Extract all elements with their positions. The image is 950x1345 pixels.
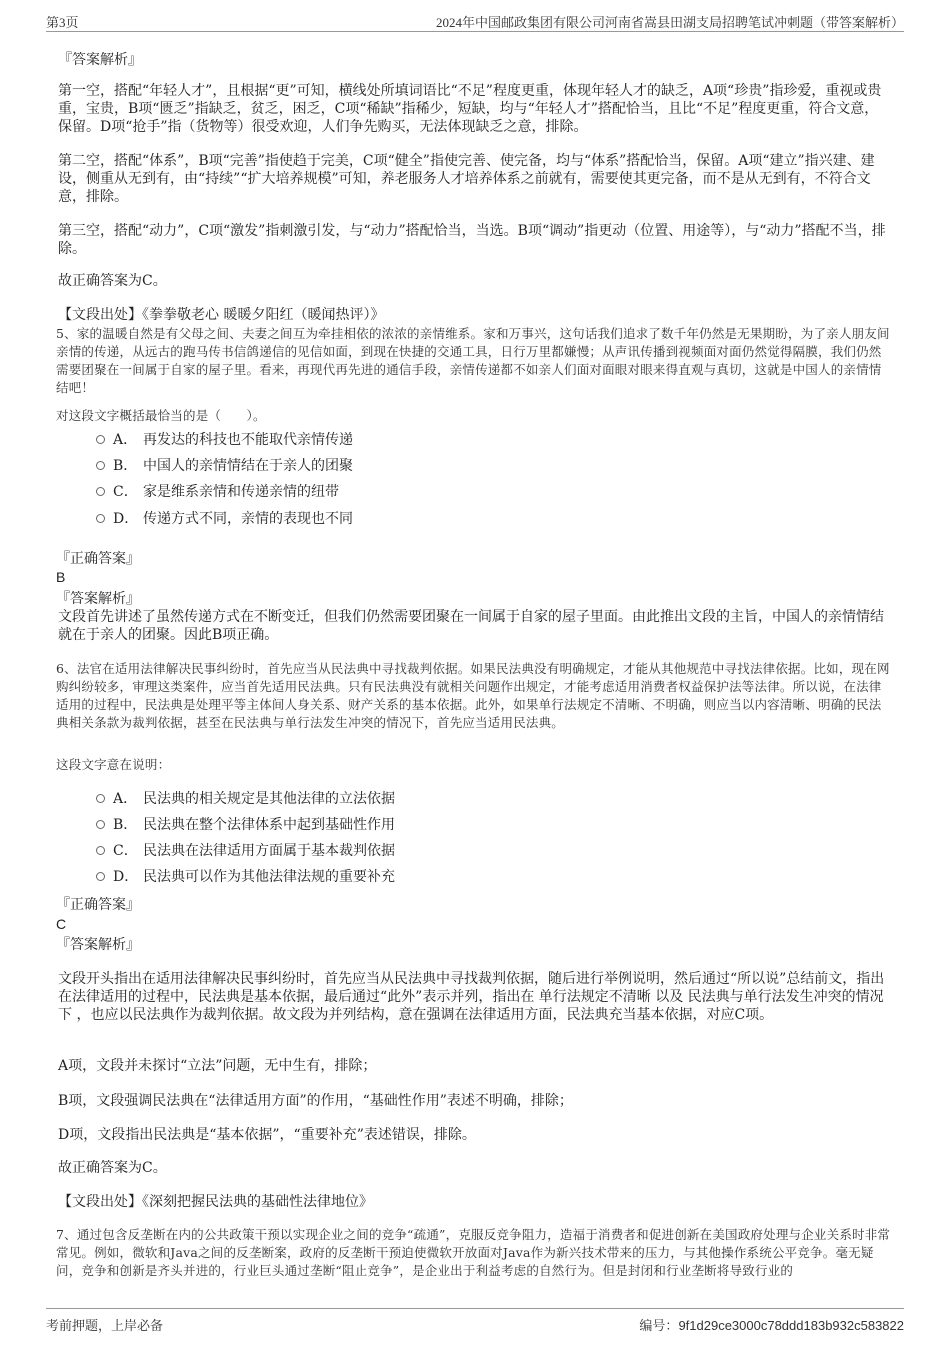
document-code: 编号：9f1d29ce3000c78ddd183b932c583822 — [639, 1318, 904, 1333]
q5-option-c[interactable]: C． 家是维系亲情和传递亲情的纽带 — [96, 483, 339, 501]
radio-icon[interactable] — [96, 514, 105, 523]
q6-conclusion: 故正确答案为C。 — [58, 1160, 167, 1176]
radio-icon[interactable] — [96, 461, 105, 470]
radio-icon[interactable] — [96, 487, 105, 496]
q6-answer: C — [56, 916, 67, 932]
q4-conclusion: 故正确答案为C。 — [58, 273, 167, 289]
q5-question: 对这段文字概括最恰当的是（ ）。 — [56, 408, 266, 423]
q5-analysis: 文段首先讲述了虽然传递方式在不断变迁，但我们仍然需要团聚在一间属于自家的屋子里面。由此推出文段的主旨，中国人的亲情情结就在于亲人的团聚。因此B项正确。 — [58, 609, 884, 643]
q6-note-b: B项，文段强调民法典在“法律适用方面”的作用，“基础性作用”表述不明确，排除； — [58, 1093, 573, 1109]
q5-option-d[interactable]: D． 传递方式不同，亲情的表现也不同 — [96, 510, 353, 528]
page-number: 第3页 — [46, 15, 79, 30]
q5-answer-heading: 『正确答案』 — [56, 551, 140, 567]
footer-slogan: 考前押题，上岸必备 — [46, 1318, 164, 1333]
q7-stem: 7、通过包含反垄断在内的公共政策干预以实现企业之间的竞争“疏通”，克服反竞争阻力，造福于消费者和促进创新在美国政府处理与企业关系时非常常见。例如，微软和Java之间的反垄断案，政府的反垄断干预迫使微软开放面对Java作为新兴技术带来的压力，与其他操作系统公平竞争。毫无疑问，竞争和创新是齐头并进的，行业巨头通过垄断“阻止竞争”，是企业出于利益考虑的自然行为。但是封闭和行业垄断将导致行业的 — [56, 1227, 891, 1278]
radio-icon[interactable] — [96, 794, 105, 803]
q6-question: 这段文字意在说明： — [56, 757, 171, 772]
q6-option-a[interactable]: A． 民法典的相关规定是其他法律的立法依据 — [96, 790, 395, 808]
radio-icon[interactable] — [96, 820, 105, 829]
q5-option-b[interactable]: B． 中国人的亲情情结在于亲人的团聚 — [96, 457, 353, 475]
q4-source: 【文段出处】《拳拳敬老心 暖暖夕阳红（暖闻热评）》 — [58, 307, 385, 323]
q6-source: 【文段出处】《深刻把握民法典的基础性法律地位》 — [58, 1194, 373, 1210]
q4-analysis-heading: 『答案解析』 — [58, 52, 142, 68]
q6-analysis: 文段开头指出在适用法律解决民事纠纷时，首先应当从民法典中寻找裁判依据，随后进行举例说明，然后通过“所以说”总结前文，指出在法律适用的过程中，民法典是基本依据，最后通过“此外”表示并列，指出在 单行法规定不清晰 以及 民法典与单行法发生冲突的情况下 ，也应以民法典作为裁判依据。故文段为并列结构，意在强调在法律适用方面，民法典充当基本依据，对应C项。 — [58, 971, 885, 1023]
q6-note-a: A项，文段并未探讨“立法”问题，无中生有，排除； — [58, 1058, 377, 1074]
document-title: 2024年中国邮政集团有限公司河南省嵩县田湖支局招聘笔试冲刺题（带答案解析） — [435, 15, 904, 30]
page-footer — [46, 1308, 904, 1334]
q4-analysis-para-3: 第三空，搭配“动力”，C项“激发”指刺激引发，与“动力”搭配恰当，当选。B项“调动”指更动（位置、用途等），与“动力”搭配不当，排除。 — [58, 223, 886, 257]
q4-analysis-para-2: 第二空，搭配“体系”，B项“完善”指使趋于完美，C项“健全”指使完善、使完备，均与“体系”搭配恰当，保留。A项“建立”指兴建、建设，侧重从无到有，由“持续”“扩大培养规模”可知，养老服务人才培养体系之前就有，需要使其更完备，而不是从无到有，不符合文意，排除。 — [58, 153, 875, 205]
q4-analysis-para-1: 第一空，搭配“年轻人才”，且根据“更”可知，横线处所填词语比“不足”程度更重，体现年轻人才的缺乏，A项“珍贵”指珍爱，重视或贵重，宝贵，B项“匮乏”指缺乏，贫乏，困乏，C项“稀缺”指稀少，短缺，均与“年轻人才”搭配恰当，且比“不足”程度更重，符合文意，保留。D项“抢手”指（货物等）很受欢迎，人们争先购买，无法体现缺乏之意，排除。 — [58, 83, 882, 135]
q5-option-a[interactable]: A． 再发达的科技也不能取代亲情传递 — [96, 431, 353, 449]
radio-icon[interactable] — [96, 872, 105, 881]
q6-answer-heading: 『正确答案』 — [56, 897, 140, 913]
radio-icon[interactable] — [96, 846, 105, 855]
radio-icon[interactable] — [96, 435, 105, 444]
q5-stem: 5、家的温暖自然是有父母之间、夫妻之间互为牵挂相依的浓浓的亲情维系。家和万事兴，这句话我们追求了数千年仍然是无果期盼，为了亲人朋友间亲情的传递，从远古的跑马传书信鸽递信的见信如面，到现在快捷的交通工具，日行万里都嫌慢；从声讯传播到视频面对面仍然觉得隔膜，我们仍然需要团聚在一间属于自家的屋子里。看来，再现代再先进的通信手段，亲情传递都不如亲人们面对面眼对眼来得直观与真切，这就是中国人的亲情情结吧！ — [56, 326, 890, 395]
q6-analysis-heading: 『答案解析』 — [56, 937, 140, 953]
q6-option-d[interactable]: D． 民法典可以作为其他法律法规的重要补充 — [96, 868, 395, 886]
q6-option-c[interactable]: C． 民法典在法律适用方面属于基本裁判依据 — [96, 842, 395, 860]
q5-answer: B — [56, 569, 66, 585]
q5-analysis-heading: 『答案解析』 — [56, 591, 140, 607]
page-header — [46, 10, 904, 32]
q6-stem: 6、法官在适用法律解决民事纠纷时，首先应当从民法典中寻找裁判依据。如果民法典没有明确规定，才能从其他规范中寻找法律依据。比如，现在网购纠纷较多，审理这类案件，应当首先适用民法典。只有民法典没有就相关问题作出规定，才能考虑适用消费者权益保护法等法律。所以说，在法律适用的过程中，民法典是处理平等主体间人身关系、财产关系的基本依据。此外，如果单行法规定不清晰、不明确，则应当以内容清晰、明确的民法典相关条款为裁判依据，甚至在民法典与单行法发生冲突的情况下，首先应当适用民法典。 — [56, 661, 890, 730]
q6-option-b[interactable]: B． 民法典在整个法律体系中起到基础性作用 — [96, 816, 395, 834]
q6-note-d: D项，文段指出民法典是“基本依据”，“重要补充”表述错误，排除。 — [58, 1127, 476, 1143]
